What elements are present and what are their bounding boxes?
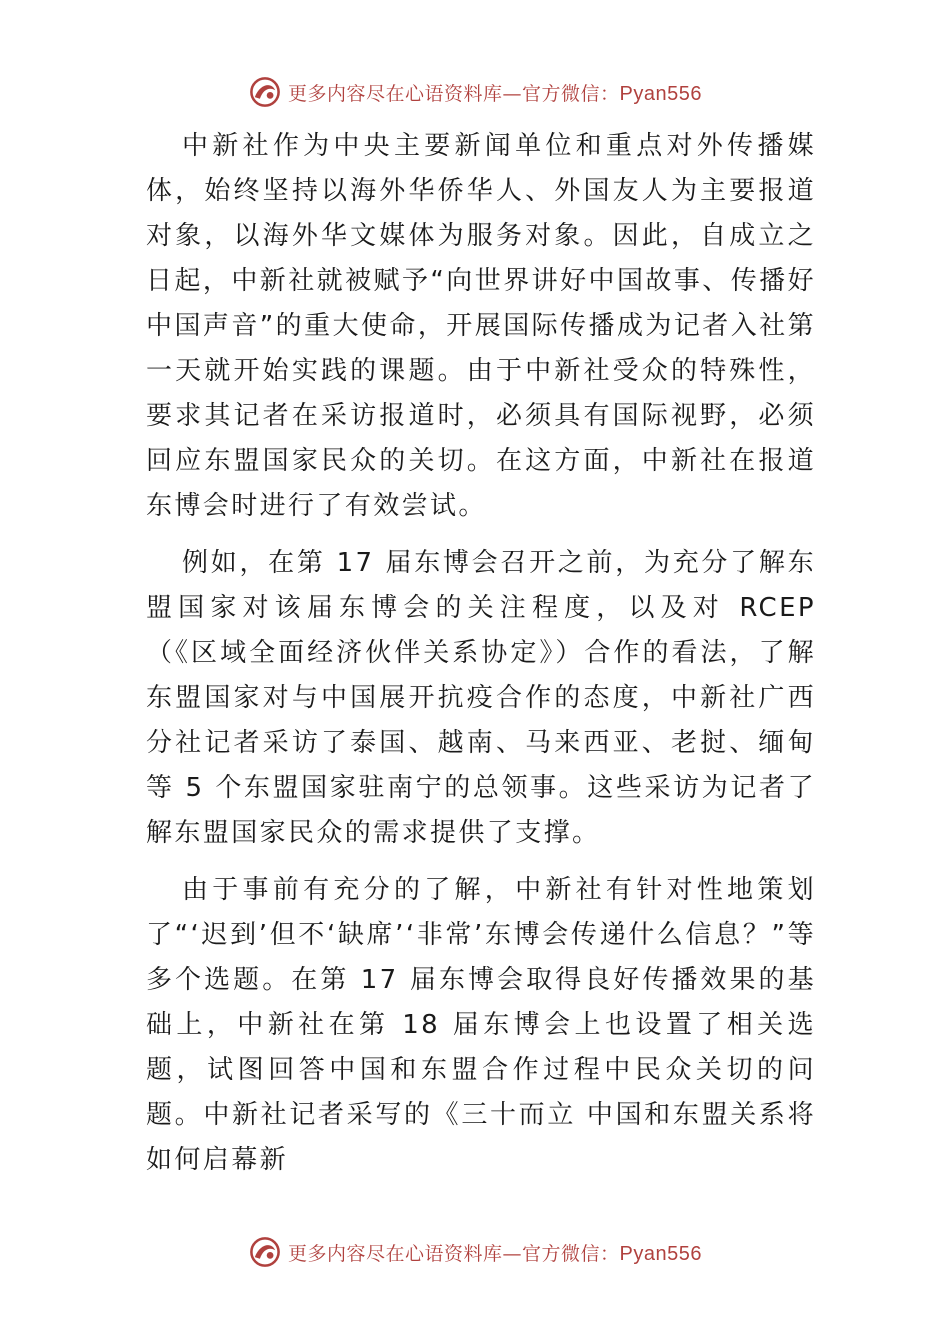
swirl-logo-icon	[248, 75, 282, 109]
footer-watermark	[0, 1230, 950, 1274]
document-body	[146, 124, 816, 1195]
paragraph-2: 例如，在第 17 届东博会召开之前，为充分了解东盟国家对该届东博会的关注程度，以及对 RCEP（《区域全面经济伙伴关系协定》）合作的看法，了解东盟国家对与中国展开抗疫合作的态度，中新社广西分社记者采访了泰国、越南、马来西亚、老挝、缅甸等 5 个东盟国家驻南宁的总领事。这些采访为记者了解东盟国家民众的需求提供了支撑。	[146, 548, 816, 848]
swirl-logo-icon	[248, 1235, 282, 1269]
paragraph-1: 中新社作为中央主要新闻单位和重点对外传播媒体，始终坚持以海外华侨华人、外国友人为主要报道对象，以海外华文媒体为服务对象。因此，自成立之日起，中新社就被赋予“向世界讲好中国故事、传播好中国声音”的重大使命，开展国际传播成为记者入社第一天就开始实践的课题。由于中新社受众的特殊性，要求其记者在采访报道时，必须具有国际视野，必须回应东盟国家民众的关切。在这方面，中新社在报道东博会时进行了有效尝试。	[146, 131, 816, 521]
watermark-id: Pyan556	[619, 1242, 702, 1265]
watermark-text: 更多内容尽在心语资料库—官方微信：Pyan556	[288, 82, 702, 105]
watermark-text: 更多内容尽在心语资料库—官方微信：Pyan556	[288, 1242, 702, 1265]
watermark-id: Pyan556	[619, 82, 702, 105]
paragraph-3: 由于事前有充分的了解，中新社有针对性地策划了“‘迟到’但不‘缺席’‘非常’东博会传递什么信息？”等多个选题。在第 17 届东博会取得良好传播效果的基础上，中新社在第 18 届东博会上也设置了相关选题，试图回答中国和东盟合作过程中民众关切的问题。中新社记者采写的《三十而立 中国和东盟关系将如何启幕新	[146, 875, 816, 1175]
header-watermark	[0, 70, 950, 114]
